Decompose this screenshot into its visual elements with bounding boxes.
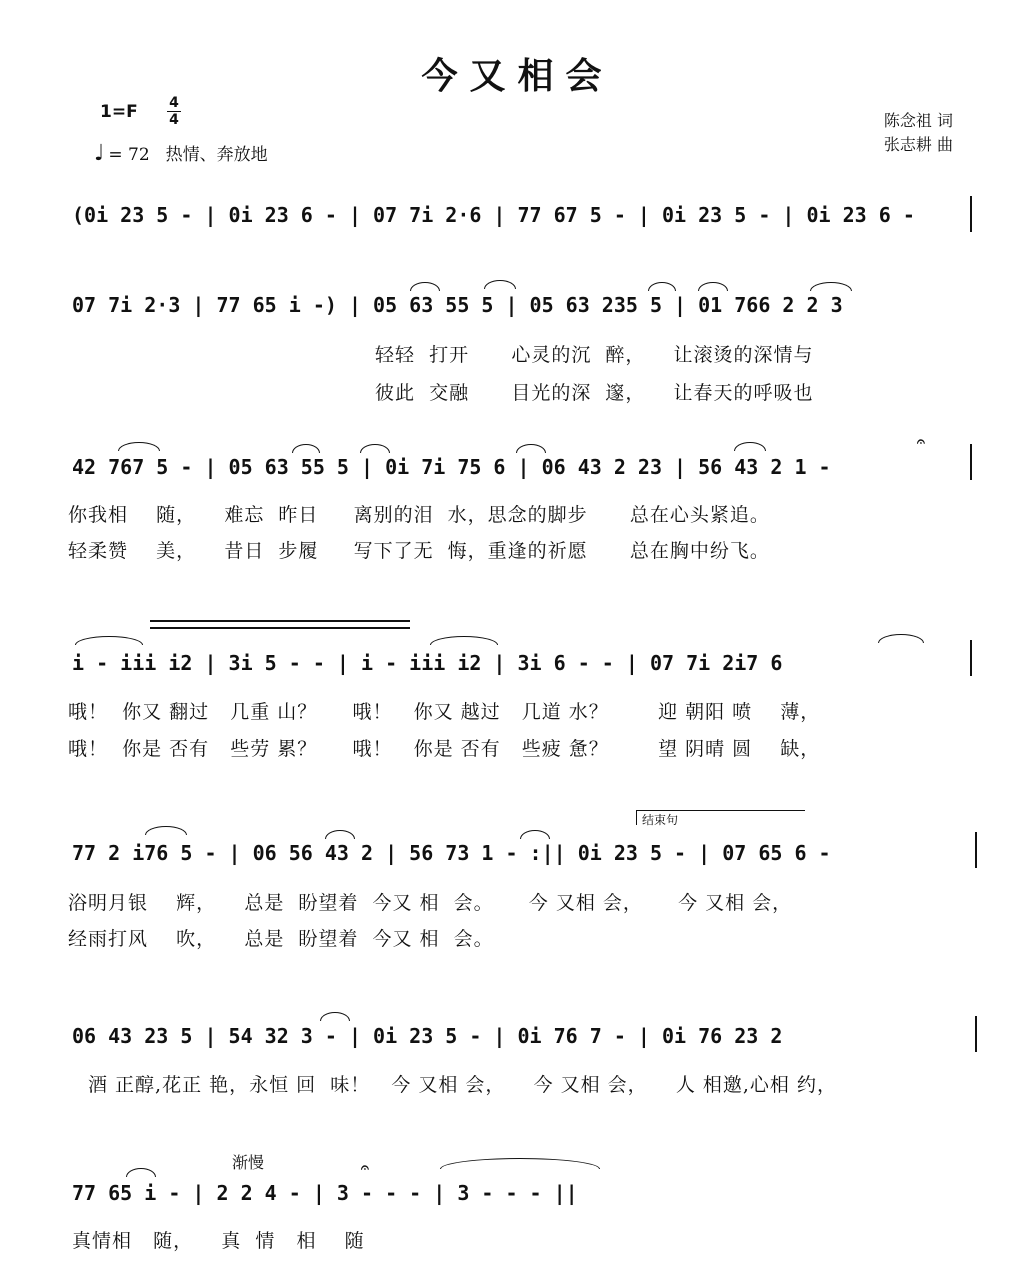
lyric-row-4-verse-1: 哦！ 你又 翻过 几重 山？ 哦！ 你又 越过 几道 水？ 迎 朝阳 喷 薄，	[68, 701, 821, 723]
slur	[292, 444, 320, 453]
tempo-expression: 热情、奔放地	[165, 145, 268, 165]
notation-row-3: 42 767 5 - | 05 63 55 5 | 0i 7i 75 6 | 06 43 2 23 | 56 43 2 1 -	[72, 455, 831, 479]
slur	[648, 282, 676, 291]
barline	[975, 1016, 977, 1052]
time-signature	[167, 96, 181, 127]
barline	[970, 444, 972, 480]
notation-row-6: 06 43 23 5 | 54 32 3 - | 0i 23 5 - | 0i 76 7 - | 0i 76 23 2	[72, 1024, 783, 1048]
key-signature: 1=F	[100, 102, 138, 122]
slur	[145, 826, 187, 835]
lyric-row-5-verse-1: 浴明月银 辉， 总是 盼望着 今又 相 会。 今 又相 会， 今 又相 会，	[68, 892, 793, 914]
notation-row-1: (0i 23 5 - | 0i 23 6 - | 07 7i 2·6 | 77 67 5 - | 0i 23 5 - | 0i 23 6 -	[72, 203, 915, 227]
barline	[975, 832, 977, 868]
quarter-note-icon: ♩	[94, 141, 105, 166]
notation-row-7: 77 65 i - | 2 2 4 - | 3 - - - | 3 - - - ||	[72, 1181, 578, 1205]
slur	[118, 442, 160, 451]
slur	[810, 282, 852, 291]
fermata-icon: 𝄐	[917, 434, 925, 450]
slur	[516, 444, 546, 453]
barline	[970, 196, 972, 232]
slur	[325, 830, 355, 839]
ritardando-marking: 渐慢	[232, 1153, 265, 1172]
lyric-row-6-verse-1: 酒 正醇,花正 艳，永恒 回 味！ 今 又相 会， 今 又相 会， 人 相邀,心相 约，	[88, 1074, 837, 1096]
barline	[970, 640, 972, 676]
slur	[360, 444, 390, 453]
slur	[75, 636, 143, 645]
lyric-row-3-verse-1: 你我相 随， 难忘 昨日 离别的泪 水，思念的脚步 总在心头紧追。	[68, 504, 770, 526]
notation-row-2: 07 7i 2·3 | 77 65 i -) | 05 63 55 5 | 05 63 235 5 | 01 766 2 2 3	[72, 293, 843, 317]
tempo-marking	[94, 140, 268, 166]
lyric-row-4-verse-2: 哦！ 你是 否有 些劳 累？ 哦！ 你是 否有 些疲 惫？ 望 阴晴 圆 缺，	[68, 738, 821, 760]
slur	[410, 282, 440, 291]
lyric-row-2-verse-1: 轻轻 打开 心灵的沉 醉， 让滚烫的深情与	[375, 344, 814, 366]
slur	[734, 442, 766, 451]
crescendo-line	[150, 627, 410, 629]
tempo-value: = 72	[108, 145, 150, 165]
tie	[440, 1158, 600, 1169]
notation-row-5: 77 2 i76 5 - | 06 56 43 2 | 56 73 1 - :|| 0i 23 5 - | 07 65 6 -	[72, 841, 831, 865]
slur	[520, 830, 550, 839]
time-signature-denominator: 4	[169, 112, 179, 128]
slur	[430, 636, 498, 645]
time-signature-numerator: 4	[169, 95, 179, 111]
notation-row-4: i - iii i2 | 3i 5 - - | i - iii i2 | 3i 6 - - | 07 7i 2i7 6	[72, 651, 783, 675]
composer-credit: 张志耕 曲	[883, 135, 953, 154]
song-title: 今又相会	[421, 55, 614, 97]
slur	[698, 282, 728, 291]
crescendo-line	[150, 620, 410, 622]
lyricist-credit: 陈念祖 词	[883, 111, 953, 130]
slur	[126, 1168, 156, 1177]
lyric-row-5-verse-2: 经雨打风 吹， 总是 盼望着 今又 相 会。	[68, 928, 494, 950]
lyric-row-2-verse-2: 彼此 交融 目光的深 邃， 让春天的呼吸也	[375, 382, 814, 404]
lyric-row-7-verse-1: 真情相 随， 真 情 相 随	[72, 1230, 365, 1252]
slur	[878, 634, 924, 643]
slur	[320, 1012, 350, 1021]
lyric-row-3-verse-2: 轻柔赞 美， 昔日 步履 写下了无 悔，重逢的祈愿 总在胸中纷飞。	[68, 540, 770, 562]
fermata-icon: 𝄐	[361, 1160, 369, 1176]
ending-label: 结束句	[642, 813, 679, 827]
slur	[484, 280, 516, 289]
